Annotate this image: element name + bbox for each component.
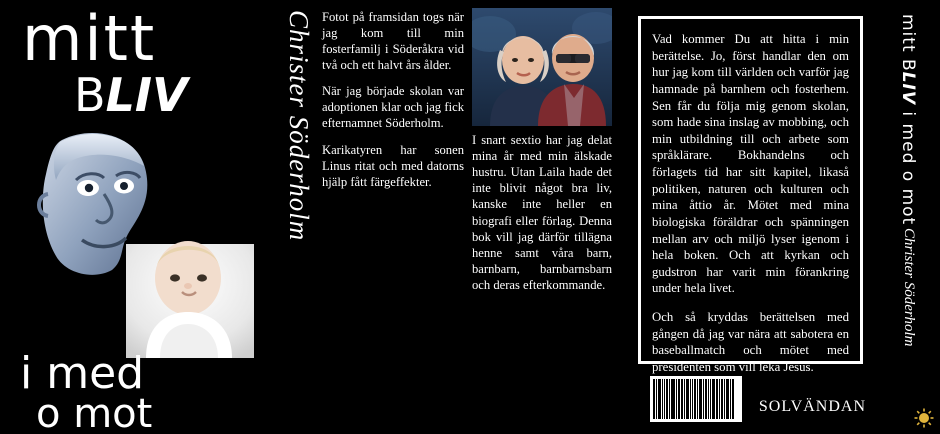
flap-paragraph-2: När jag började skolan var adoptionen klar och jag fick efternamnet Söderholm.: [322, 84, 464, 131]
spine-title-part2: i med o mot: [898, 105, 918, 226]
spine-panel: [884, 0, 940, 434]
back-paragraph-1: Vad kommer Du att hitta i min berättelse. Jo, först handlar den om hur jag kom till världen och varför jag hamnade på barnhem och fosterhem. Sen får du följa mig genom skolan, som hade sina inslag av mobbing, och min utbildning till och arbete som språklärare. Bokhandelns och förlagets tid har sitt kapitel, likaså politiken, naturen och kulturen och mina åttio år. Mötet med mina biologiska föräldrar och spänningen mellan arv och miljö lyser igenom i hela boken. Och att kyrkan och gudstron har varit min förankring under hela livet.: [652, 32, 849, 296]
front-title-omot: o mot: [36, 391, 153, 434]
front-title-imed: i med: [20, 348, 145, 399]
front-cover-panel: [0, 0, 268, 434]
back-paragraph-2: Och så kryddas berättelsen med gången då jag var nära att sabotera en baseballmatch och mötet med presidenten som vill leka Jesus.: [652, 310, 849, 374]
flap-paragraph-1: Fotot på framsidan togs när jag kom till min fosterfamilj i Söderåkra vid två och ett halvt års ålder.: [322, 10, 464, 72]
dedication-paragraph-1: I snart sextio har jag delat mina år med min älskade hustru. Utan Laila hade det inte blivit något bra liv, kanske inte heller en biografi eller förlag. Denna bok vill jag därför tillägna henne samt våra barn, barnbarn, barnbarnsbarn och deras efterkommande.: [472, 133, 612, 292]
publisher-logo-icon: [914, 408, 934, 428]
isbn-barcode: [650, 376, 742, 422]
publisher-name: SOLVÄNDAN: [758, 398, 866, 415]
front-author-name-vertical: Christer Söderholm: [284, 10, 314, 242]
spine-author: Christer Söderholm: [901, 228, 917, 347]
spine-title-italic: LIV: [898, 71, 918, 106]
front-title-bliv: [74, 68, 188, 122]
front-title-bliv-b: B: [74, 68, 106, 122]
front-title-mitt: mitt: [22, 2, 157, 75]
baby-photo-cutout: [126, 226, 254, 358]
photo-and-dedication-panel: [472, 0, 624, 434]
front-title-bliv-liv: LIV: [105, 68, 188, 122]
spine-title: [898, 14, 918, 225]
dedication-text: [472, 132, 612, 303]
flap-paragraph-3: Karikatyren har sonen Linus ritat och med datorns hjälp fått färgeffekter.: [322, 143, 464, 189]
spine-title-part1: mitt B: [898, 14, 918, 72]
author-couple-photo: [472, 8, 612, 126]
back-cover-panel: [628, 0, 880, 434]
front-flap-text-panel: [318, 0, 468, 434]
back-cover-text-frame: [638, 16, 863, 374]
